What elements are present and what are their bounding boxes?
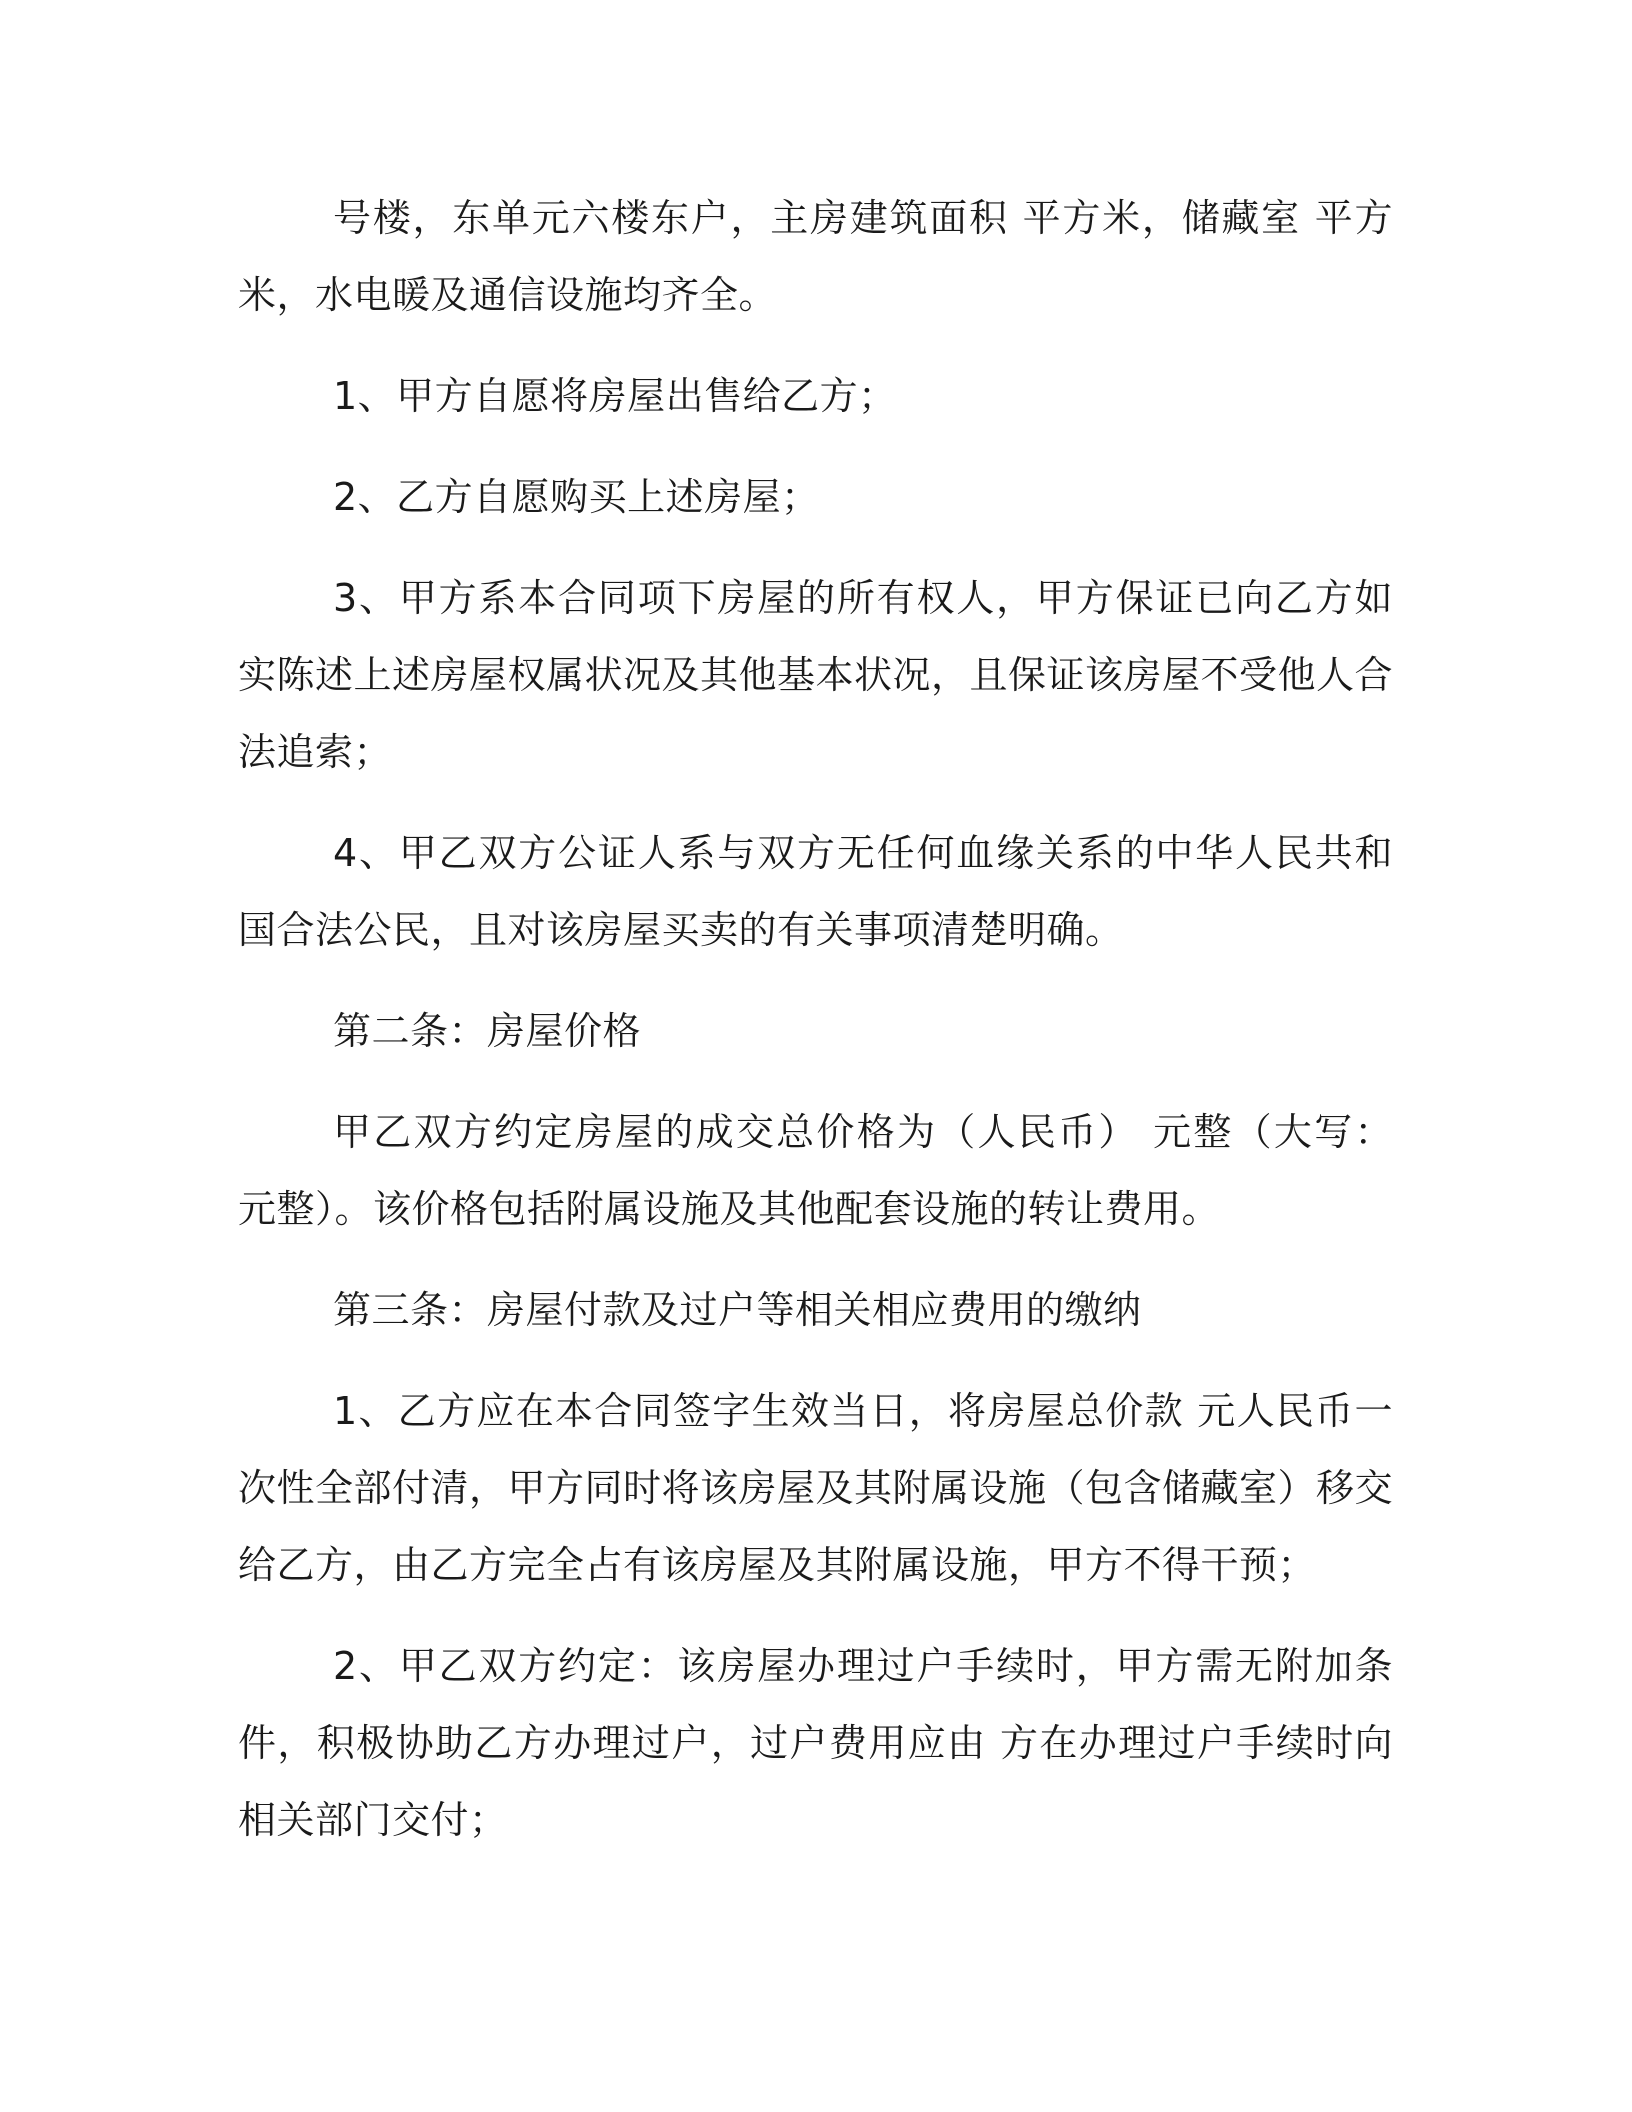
document-body [238,180,1393,1883]
section-heading-article-3: 第三条：房屋付款及过户等相关相应费用的缴纳 [333,1288,1142,1332]
paragraph-clause-1: 1、甲方自愿将房屋出售给乙方； [333,374,897,418]
paragraph-price: 甲乙双方约定房屋的成交总价格为（人民币） 元整（大写： 元整）。该价格包括附属设施及其他配套设施的转让费用。 [238,1110,1393,1231]
paragraph-payment-1: 1、乙方应在本合同签字生效当日，将房屋总价款 元人民币一次性全部付清，甲方同时将该房屋及其附属设施（包含储藏室）移交给乙方，由乙方完全占有该房屋及其附属设施，甲方不得干预； [238,1389,1394,1587]
paragraph-property-description: 号楼，东单元六楼东户，主房建筑面积 平方米，储藏室 平方米，水电暖及通信设施均齐全。 [238,196,1393,317]
paragraph-clause-4: 4、甲乙双方公证人系与双方无任何血缘关系的中华人民共和国合法公民，且对该房屋买卖的有关事项清楚明确。 [238,831,1393,952]
paragraph-clause-2: 2、乙方自愿购买上述房屋； [333,475,820,519]
paragraph-clause-3: 3、甲方系本合同项下房屋的所有权人，甲方保证已向乙方如实陈述上述房屋权属状况及其他基本状况，且保证该房屋不受他人合法追索； [238,576,1394,774]
section-heading-article-2: 第二条：房屋价格 [333,1009,642,1053]
paragraph-payment-2: 2、甲乙双方约定：该房屋办理过户手续时，甲方需无附加条件，积极协助乙方办理过户，过户费用应由 方在办理过户手续时向相关部门交付； [238,1644,1393,1842]
